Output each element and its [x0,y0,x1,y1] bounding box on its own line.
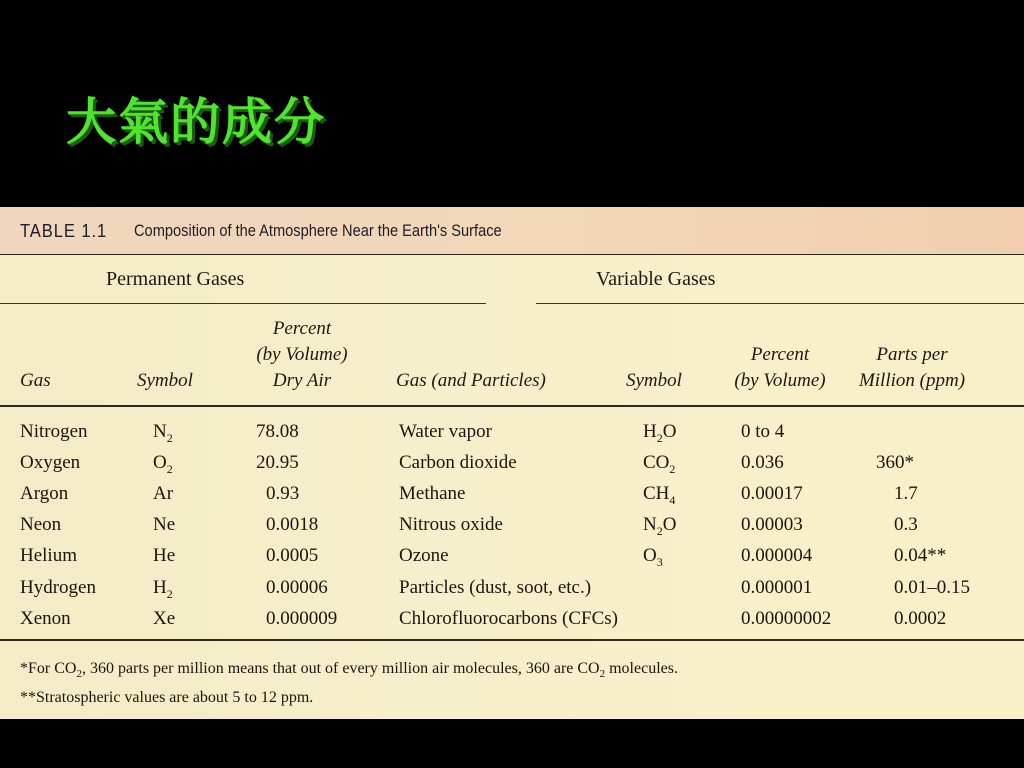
col-ppm-line2: Million (ppm) [858,370,966,391]
col-percent-volume-line1: Percent [750,344,810,365]
col-percent-dry-line2: (by Volume) [256,344,348,365]
col-symbol: Symbol [137,370,193,391]
var-gas-cell: Water vapor [399,421,492,442]
perm-percent-cell: 78.08 [256,421,299,442]
perm-symbol-cell: $H_2$ [153,577,173,601]
var-percent-cell: 0.00003 [741,514,803,535]
var-gas-cell: Nitrous oxide [399,514,503,535]
var-percent-cell: 0.00017 [741,483,803,504]
var-ppm-cell: 0.04** [894,545,947,566]
title-rule [0,254,1024,255]
perm-symbol-cell: Ar [153,483,174,504]
var-ppm-cell: 1.7 [894,483,918,504]
var-ppm-cell: 360* [876,452,914,473]
var-gas-cell: Ozone [399,545,449,566]
col-ppm [850,342,974,394]
perm-symbol-cell: He [153,545,176,566]
col-symbol-variable: Symbol [626,370,682,391]
bottom-rule [0,639,1024,641]
table-title-bar [0,207,1024,255]
perm-percent-cell: 0.0018 [266,514,319,535]
perm-symbol-cell: $N_2$ [153,421,173,445]
perm-gas-cell: Neon [20,514,62,535]
var-percent-cell: 0.000004 [741,545,813,566]
perm-gas-cell: Helium [20,545,77,566]
perm-gas-cell: Hydrogen [20,577,96,598]
perm-symbol-cell: $O_2$ [153,452,173,476]
permanent-group-rule [0,303,486,304]
col-ppm-line1: Parts per [876,344,948,365]
var-symbol-cell: $CH_4$ [643,483,676,507]
table-caption: Composition of the Atmosphere Near the Earth's Surface [134,221,502,240]
perm-symbol-cell: Ne [153,514,176,535]
permanent-gases-heading: Permanent Gases [106,268,245,290]
var-symbol-cell: $H_2O$ [643,421,677,445]
var-symbol-cell: $O_3$ [643,545,663,569]
table-scan [0,207,1024,719]
var-symbol-cell: $CO_2$ [643,452,676,476]
var-gas-cell: Methane [399,483,466,504]
perm-percent-cell: 0.00006 [266,577,328,598]
var-percent-cell: 0.000001 [741,577,813,598]
perm-percent-cell: 20.95 [256,452,299,473]
table-label: TABLE 1.1 [20,221,108,241]
var-gas-cell: Carbon dioxide [399,452,517,473]
header-rule [0,405,1024,407]
footnote-co2: *For $CO_2$, 360 parts per million means that out of every million air molecules, 360 are $CO_2$ molecules. [20,660,678,680]
var-gas-cell: Chlorofluorocarbons (CFCs) [399,608,619,629]
var-ppm-cell: 0.3 [894,514,918,535]
var-ppm-cell: 0.01–0.15 [894,577,970,598]
perm-gas-cell: Nitrogen [20,421,88,442]
variable-group-rule [536,303,1024,304]
col-percent-volume [722,342,838,394]
col-percent-volume-line2: (by Volume) [734,370,826,391]
var-percent-cell: 0.00000002 [741,608,832,629]
perm-percent-cell: 0.0005 [266,545,319,566]
var-gas-cell: Particles (dust, soot, etc.) [399,577,592,598]
col-gas-particles: Gas (and Particles) [396,370,546,391]
slide-title: 大氣的成分 [66,92,326,151]
var-percent-cell: 0.036 [741,452,784,473]
var-percent-cell: 0 to 4 [741,421,785,442]
col-gas: Gas [20,370,51,391]
perm-gas-cell: Xenon [20,608,71,629]
var-symbol-cell: $N_2O$ [643,514,677,538]
col-percent-dry-line1: Percent [272,318,332,339]
var-ppm-cell: 0.0002 [894,608,947,629]
perm-percent-cell: 0.93 [266,483,300,504]
footnote-stratospheric: **Stratospheric values are about 5 to 12 ppm. [20,689,314,706]
col-percent-dry-line3: Dry Air [272,370,332,391]
perm-symbol-cell: Xe [153,608,176,629]
perm-gas-cell: Oxygen [20,452,81,473]
variable-gases-heading: Variable Gases [596,268,716,290]
col-percent-dry [244,316,360,394]
perm-gas-cell: Argon [20,483,69,504]
perm-percent-cell: 0.000009 [266,608,338,629]
